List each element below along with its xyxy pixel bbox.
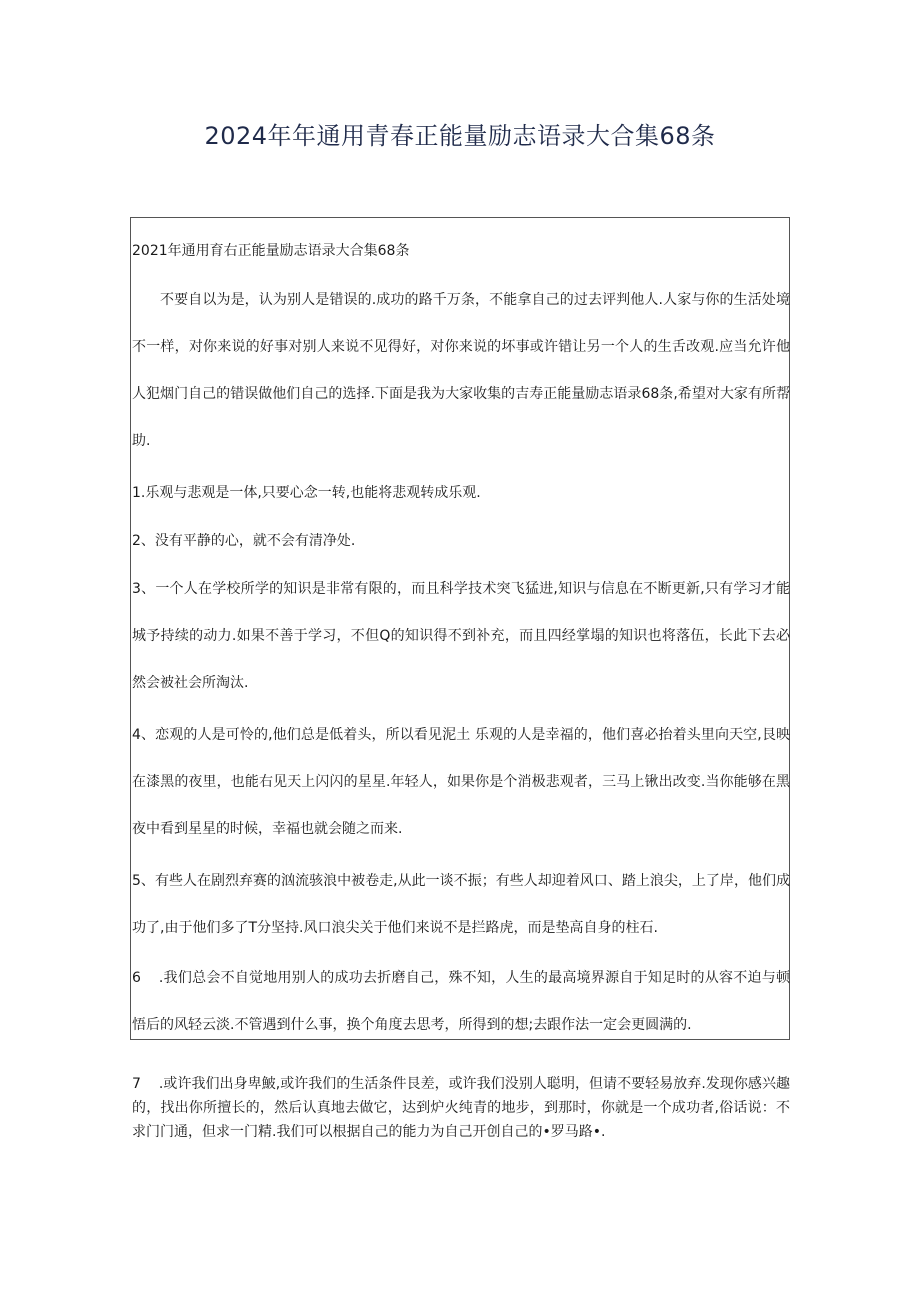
quote-text: 没有平静的心，就不会有清净处.: [154, 533, 356, 549]
quote-number: 4、: [132, 727, 156, 743]
quote-number: 3、: [132, 581, 156, 597]
quote-item-4: [132, 712, 790, 853]
intro-paragraph: 不要自以为是，认为别人是错误的.成功的路千万条，不能拿自己的过去评判他人.人家与你的生活处境不一样，对你来说的好事对别人来说不见得好，对你来说的坏事或许错让另一个人的生舌改观.应当允许他人犯烟门自己的错误做他们自己的选择.下面是我为大家收集的吉寿正能量励志语录68条,希望对大家有所帮助.: [132, 292, 790, 449]
quote-number: 6: [132, 970, 141, 986]
box-heading: 2021年通用育右正能量励志语录大合集68条: [132, 243, 410, 259]
quote-item-7: [132, 1072, 790, 1144]
quote-number: 2、: [132, 533, 155, 549]
quote-item-3: [132, 566, 790, 707]
quote-item-5: [132, 858, 790, 952]
quote-text: .或许我们出身卑鮍,或许我们的生活条件艮差，或许我们没别人聪明，但请不要轻易放弃.发现你感兴趣的，找出你所擅长的，然后认真地去做它，达到炉火纯青的地步，到那时，你就是一个成功者,俗话说：不求门门通，但求一门精.我们可以根据自己的能力为自己开创自己的•罗马路•.: [132, 1076, 790, 1140]
quote-number: 5、: [132, 873, 155, 889]
quote-item-6: [132, 955, 790, 1049]
quote-number: 7: [132, 1076, 141, 1092]
quote-text: 恋观的人是可怜的,他们总是低着头，所以看见泥土 乐观的人是幸福的，他们喜必抬着头里向天空,艮映在漆黑的夜里，也能右见天上闪闪的星星.年轻人，如果你是个消极悲观者，三马上锹出改变.当你能够在黑夜中看到星星的时候，幸福也就会随之而来.: [132, 727, 790, 837]
quote-item-1: [132, 470, 790, 517]
quote-text: .我们总会不自觉地用别人的成功去折磨自己，殊不知，人生的最高境界源自于知足时的从容不迫与顿悟后的风轻云淡.不管遇到什么事，换个角度去思考，所得到的想;去跟作法一定会更圆满的.: [132, 970, 790, 1033]
quote-item-2: [132, 518, 790, 565]
quote-number: 1.: [132, 485, 146, 501]
quote-text: 一个人在学校所学的知识是非常有限的，而且科学技术突飞猛进,知识与信息在不断更新,只有学习才能城予持续的动力.如果不善于学习，不但Q的知识得不到补充，而且四经掌塌的知识也将落伍，长此下去必然会被社会所淘汰.: [132, 581, 790, 691]
page-title: 2024年年通用青春正能量励志语录大合集68条: [204, 122, 716, 150]
quote-text: 有些人在剧烈弃赛的汹流骇浪中被卷走,从此一谈不振；有些人却迎着风口、踏上浪尖，上了岸，他们成功了,由于他们多了T分坚持.风口浪尖关于他们来说不是拦路虎，而是垫高自身的柱石.: [132, 873, 790, 936]
quote-text: 乐观与悲观是一体,只要心念一转,也能将悲观转成乐观.: [145, 485, 481, 501]
